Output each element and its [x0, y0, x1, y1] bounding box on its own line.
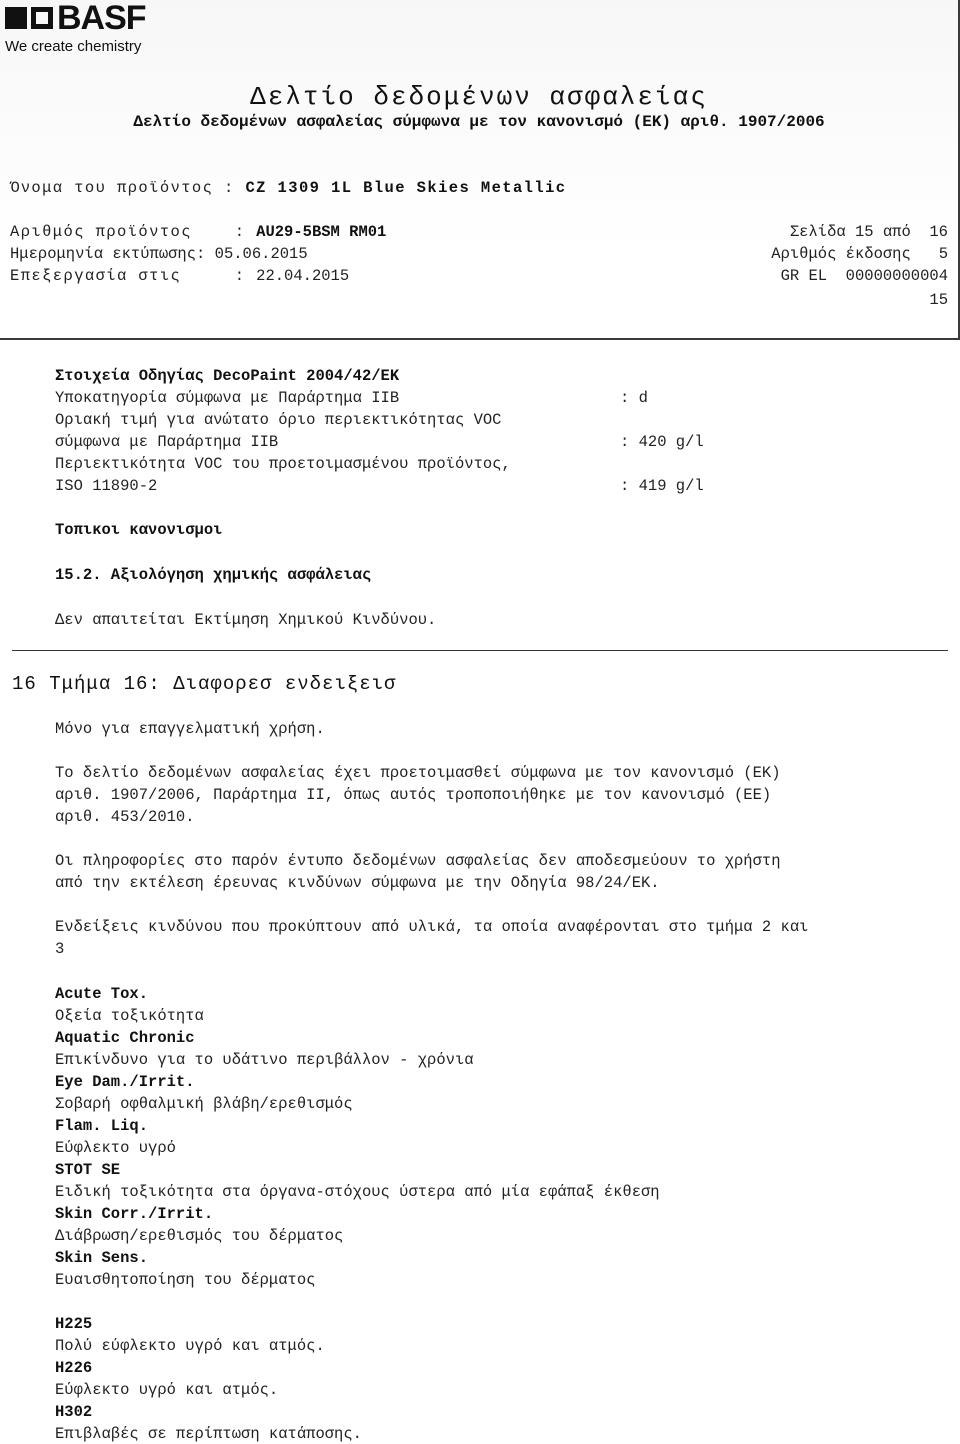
section-divider [12, 650, 948, 651]
product-number-value: AU29-5BSM RM01 [256, 223, 387, 241]
document-subtitle: Δελτίο δεδομένων ασφαλείας σύμφωνα με τον κανονισμό (ΕΚ) αριθ. 1907/2006 [133, 113, 825, 131]
hazard-code: Aquatic Chronic [55, 1029, 195, 1047]
product-name-row [10, 178, 566, 198]
local-regulations-heading: Τοπικοι κανονισμοι [55, 521, 223, 539]
print-date-value: 05.06.2015 [214, 245, 308, 263]
logo-tagline: We create chemistry [5, 38, 142, 55]
product-number-label: Αριθμός προϊόντος : [10, 223, 257, 241]
product-name-label: Όνομα του προϊόντος : [10, 179, 246, 197]
basf-logo [5, 2, 165, 56]
decopaint-value: : 419 g/l [620, 477, 704, 495]
decopaint-label: Περιεκτικότητα VOC του προετοιμασμένου προϊόντος, [55, 455, 511, 473]
h-statement-description: Επιβλαβές σε περίπτωση κατάποσης. [55, 1425, 362, 1443]
page-info: Σελίδα 15 από 16 [789, 223, 948, 241]
decopaint-value: : d [620, 389, 648, 407]
hazard-code: Skin Sens. [55, 1249, 149, 1267]
hazard-description: Διάβρωση/ερεθισμός του δέρματος [55, 1227, 344, 1245]
hazard-description: Οξεία τοξικότητα [55, 1007, 204, 1025]
section-16-paragraph-line: Ενδείξεις κινδύνου που προκύπτουν από υλικά, τα οποία αναφέρονται στο τμήμα 2 και [55, 918, 809, 936]
decopaint-label: ISO 11890-2 [55, 477, 158, 495]
logo-outline-square-icon [31, 7, 53, 29]
document-code: GR EL 00000000004 [780, 267, 948, 285]
section-16-paragraph-line: Οι πληροφορίες στο παρόν έντυπο δεδομένων ασφαλείας δεν αποδεσμεύουν το χρήστη [55, 852, 781, 870]
revision-value: 22.04.2015 [256, 267, 350, 285]
decopaint-label: Οριακή τιμή για ανώτατο όριο περιεκτικότητας VOC [55, 411, 502, 429]
version-info: Αριθμός έκδοσης 5 [771, 245, 948, 263]
hazard-code: Skin Corr./Irrit. [55, 1205, 214, 1223]
decopaint-value: : 420 g/l [620, 433, 704, 451]
section-16-paragraph: Μόνο για επαγγελματική χρήση. [55, 720, 325, 738]
logo-square-icon [5, 7, 27, 29]
print-date-label: Ημερομηνία εκτύπωσης: [10, 245, 215, 263]
section-16-heading: 16 Τμήμα 16: Διαφορεσ ενδειξεισ [12, 673, 397, 695]
revision-row [10, 266, 349, 286]
hazard-description: Επικίνδυνο για το υδάτινο περιβάλλον - χρόνια [55, 1051, 474, 1069]
hazard-description: Ευαισθητοποίηση του δέρματος [55, 1271, 316, 1289]
document-code-continued: 15 [929, 291, 948, 309]
hazard-description: Σοβαρή οφθαλμική βλάβη/ερεθισμός [55, 1095, 353, 1113]
h-statement-code: H225 [55, 1315, 93, 1333]
section-16-paragraph-line: αριθ. 1907/2006, Παράρτημα II, όπως αυτός τροποποιήθηκε με τον κανονισμό (ΕΕ) [55, 786, 772, 804]
document-header [0, 0, 960, 340]
section-16-paragraph-line: από την εκτέλεση έρευνας κινδύνων σύμφωνα με την Οδηγία 98/24/ΕΚ. [55, 874, 660, 892]
product-number-row [10, 222, 386, 242]
section-16-paragraph-line: 3 [55, 940, 65, 958]
logo-brand: BASF [57, 0, 146, 37]
h-statement-code: H302 [55, 1403, 93, 1421]
section-15-2-heading: 15.2. Αξιολόγηση χημικής ασφάλειας [55, 566, 372, 584]
section-16-paragraph-line: αριθ. 453/2010. [55, 808, 195, 826]
hazard-code: Eye Dam./Irrit. [55, 1073, 195, 1091]
hazard-code: Flam. Liq. [55, 1117, 149, 1135]
h-statement-description: Εύφλεκτο υγρό και ατμός. [55, 1381, 279, 1399]
product-name-value: CZ 1309 1L Blue Skies Metallic [245, 179, 567, 197]
revision-label: Επεξεργασία στις : [10, 267, 257, 285]
hazard-code: STOT SE [55, 1161, 121, 1179]
hazard-description: Ειδική τοξικότητα στα όργανα-στόχους ύστερα από μία εφάπαξ έκθεση [55, 1183, 660, 1201]
hazard-description: Εύφλεκτο υγρό [55, 1139, 176, 1157]
section-15-2-text: Δεν απαιτείται Εκτίμηση Χημικού Κινδύνου. [55, 611, 437, 629]
document-title: Δελτίο δεδομένων ασφαλείας [250, 82, 708, 112]
print-date-row [10, 244, 308, 264]
h-statement-code: H226 [55, 1359, 93, 1377]
section-16-paragraph-line: Το δελτίο δεδομένων ασφαλείας έχει προετοιμασθεί σύμφωνα με τον κανονισμό (ΕΚ) [55, 764, 781, 782]
decopaint-label: Υποκατηγορία σύμφωνα με Παράρτημα IIB [55, 389, 400, 407]
decopaint-label: σύμφωνα με Παράρτημα IIB [55, 433, 279, 451]
hazard-code: Acute Tox. [55, 985, 149, 1003]
h-statement-description: Πολύ εύφλεκτο υγρό και ατμός. [55, 1337, 325, 1355]
decopaint-heading: Στοιχεία Οδηγίας DecoPaint 2004/42/EK [55, 367, 400, 385]
